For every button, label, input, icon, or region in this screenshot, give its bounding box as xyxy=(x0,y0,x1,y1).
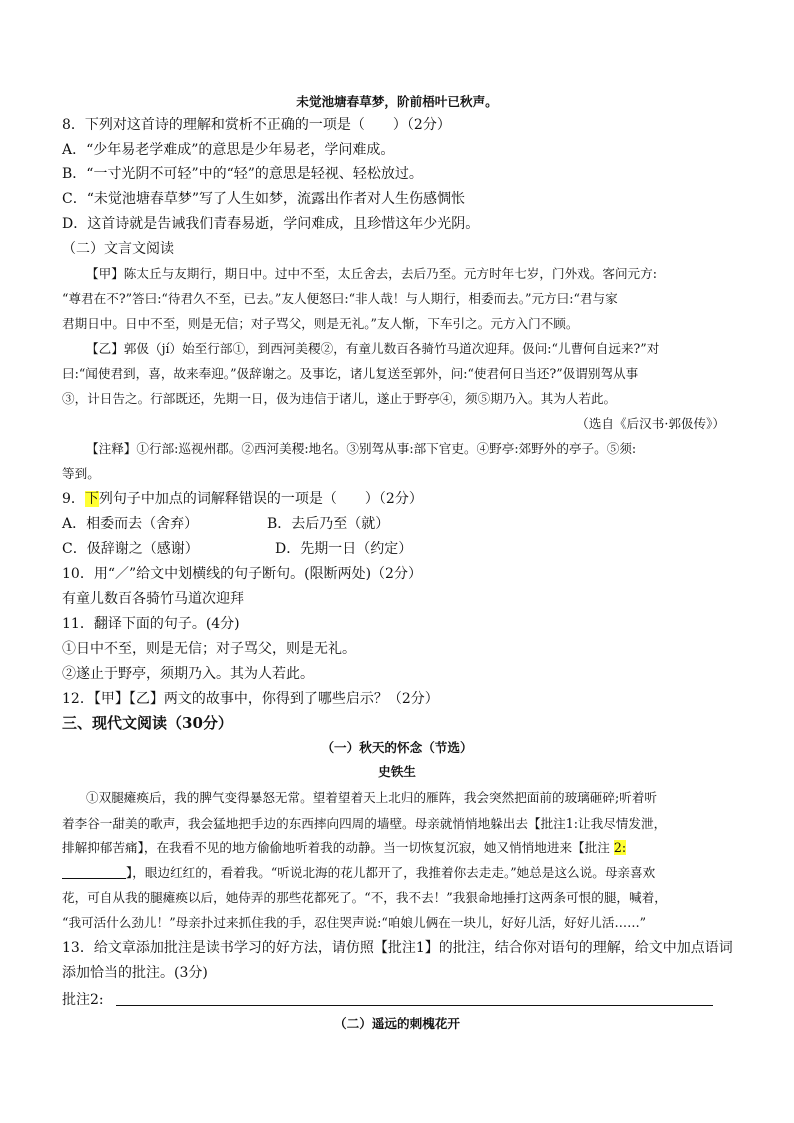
passage-line-2: 着李谷一甜美的歌声，我会猛地把手边的东西摔向四周的墙壁。母亲就悄悄地躲出去【批注1:让我尽情发泄， xyxy=(62,816,667,831)
jia-line-2: “尊君在不?”答曰:“待君久不至，已去。”友人便怒曰:“非人哉！与人期行，相委而去。”元方曰:“君与家 xyxy=(62,291,618,306)
jia-line-1: 【甲】陈太丘与友期行，期日中。过中不至，太丘舍去，去后乃至。元方时年七岁，门外戏。客问元方: xyxy=(86,266,657,281)
q8-stem: 8．下列对这首诗的理解和赏析不正确的一项是（ ）（2分） xyxy=(62,117,451,133)
q13-answer-label: 批注2: xyxy=(62,992,104,1008)
yi-line-3: ③，计日告之。行部既还，先期一日，伋为违信于诸儿，遂止于野亭④，须⑤期乃入。其为人若此。 xyxy=(62,391,617,406)
poem-last-line: 未觉池塘春草梦，阶前梧叶已秋声。 xyxy=(296,94,498,109)
passage-line-6: “我可活什么劲儿！”母亲扑过来抓住我的手，忍住哭声说:“咱娘儿俩在一块儿，好好儿活，好好儿活……” xyxy=(62,915,647,930)
jia-line-3: 君期日中。日中不至，则是无信；对子骂父，则是无礼。”友人惭，下车引之。元方入门不顾。 xyxy=(62,316,579,331)
passage-line-4 xyxy=(62,863,655,883)
q12-stem: 12．【甲】【乙】两文的故事中，你得到了哪些启示？（2分） xyxy=(62,691,439,707)
section3-author: 史铁生 xyxy=(378,764,416,779)
q9-option-c: C．伋辞谢之（感谢） xyxy=(62,541,199,557)
q11-sentence-1: ①日中不至，则是无信；对子骂父，则是无礼。 xyxy=(62,641,356,657)
section2-title: （二）文言文阅读 xyxy=(62,241,174,257)
section3-title: 三、现代文阅读（30分） xyxy=(62,714,233,732)
annotation-2-marker: 2: xyxy=(613,840,627,855)
q9-stem xyxy=(62,489,423,509)
yi-line-1: 【乙】郭伋（jí）始至行部①，到西河美稷②，有童儿数百各骑竹马道次迎拜。伋问:“儿曹何自远来?”对 xyxy=(86,341,660,356)
q13-answer-line[interactable] xyxy=(116,1005,713,1006)
passage-line-3-text: 排解抑郁苦痛】，在我看不见的地方偷偷地听着我的动静。当一切恢复沉寂，她又悄悄地进来【批注 xyxy=(62,840,610,855)
q10-sentence: 有童儿数百各骑竹马道次迎拜 xyxy=(62,591,244,607)
section3-sub2-title: （二）遥远的刺槐花开 xyxy=(334,1016,460,1031)
q9-number: 9． xyxy=(62,491,85,507)
q9-highlight: 下 xyxy=(84,491,99,507)
section3-sub1-title: （一）秋天的怀念（节选） xyxy=(321,740,473,755)
notes-line-1: 【注释】①行部:巡视州郡。②西河美稷:地名。③别驾从事:部下官吏。④野亭:郊野外的亭子。⑤须: xyxy=(86,441,637,456)
yi-source: （选自《后汉书·郭伋传》） xyxy=(576,416,725,431)
q10-stem: 10．用“／”给文中划横线的句子断句。(限断两处)（2分） xyxy=(62,566,422,582)
q8-option-d: D．这首诗就是告诫我们青春易逝，学问难成，且珍惜这年少光阴。 xyxy=(62,216,480,232)
annotation-2-blank[interactable] xyxy=(62,864,126,879)
passage-line-1: ①双腿瘫痪后，我的脾气变得暴怒无常。望着望着天上北归的雁阵，我会突然把面前的玻璃砸碎;听着听 xyxy=(86,790,657,805)
q9-option-a: A．相委而去（舍弃） xyxy=(62,516,199,532)
q8-option-c: C．“未觉池塘春草梦”写了人生如梦，流露出作者对人生伤感惆怅 xyxy=(62,191,466,207)
q11-sentence-2: ②遂止于野亭，须期乃入。其为人若此。 xyxy=(62,666,314,682)
q9-option-d: D．先期一日（约定） xyxy=(275,541,413,557)
q8-option-b: B．“一寸光阴不可轻”中的“轻”的意思是轻视、轻松放过。 xyxy=(62,166,423,182)
q8-option-a: A．“少年易老学难成”的意思是少年易老，学问难成。 xyxy=(62,142,395,158)
q11-stem: 11．翻译下面的句子。(4分) xyxy=(62,616,240,632)
q13-line-2: 添加恰当的批注。(3分) xyxy=(62,965,208,981)
notes-line-2: 等到。 xyxy=(62,466,100,481)
yi-line-2: 曰:“闻使君到，喜，故来奉迎。”伋辞谢之。及事讫，诸儿复送至郭外，问:“使君何日当还?”伋谓别驾从事 xyxy=(62,366,639,381)
passage-line-4-text: 】，眼边红红的，看着我。“听说北海的花儿都开了，我推着你去走走。”她总是这么说。母亲喜欢 xyxy=(126,865,656,880)
passage-line-5: 花，可自从我的腿瘫痪以后，她侍弄的那些花都死了。“不，我不去！”我狠命地捶打这两条可恨的腿，喊着， xyxy=(62,890,667,905)
passage-line-3 xyxy=(62,838,626,858)
q9-option-b: B．去后乃至（就） xyxy=(267,516,390,532)
q13-line-1: 13．给文章添加批注是读书学习的好方法，请仿照【批注1】的批注，结合你对语句的理解，给文中加点语词 xyxy=(62,940,733,956)
q9-stem-text: 列句子中加点的词解释错误的一项是（ ）（2分） xyxy=(98,491,423,507)
